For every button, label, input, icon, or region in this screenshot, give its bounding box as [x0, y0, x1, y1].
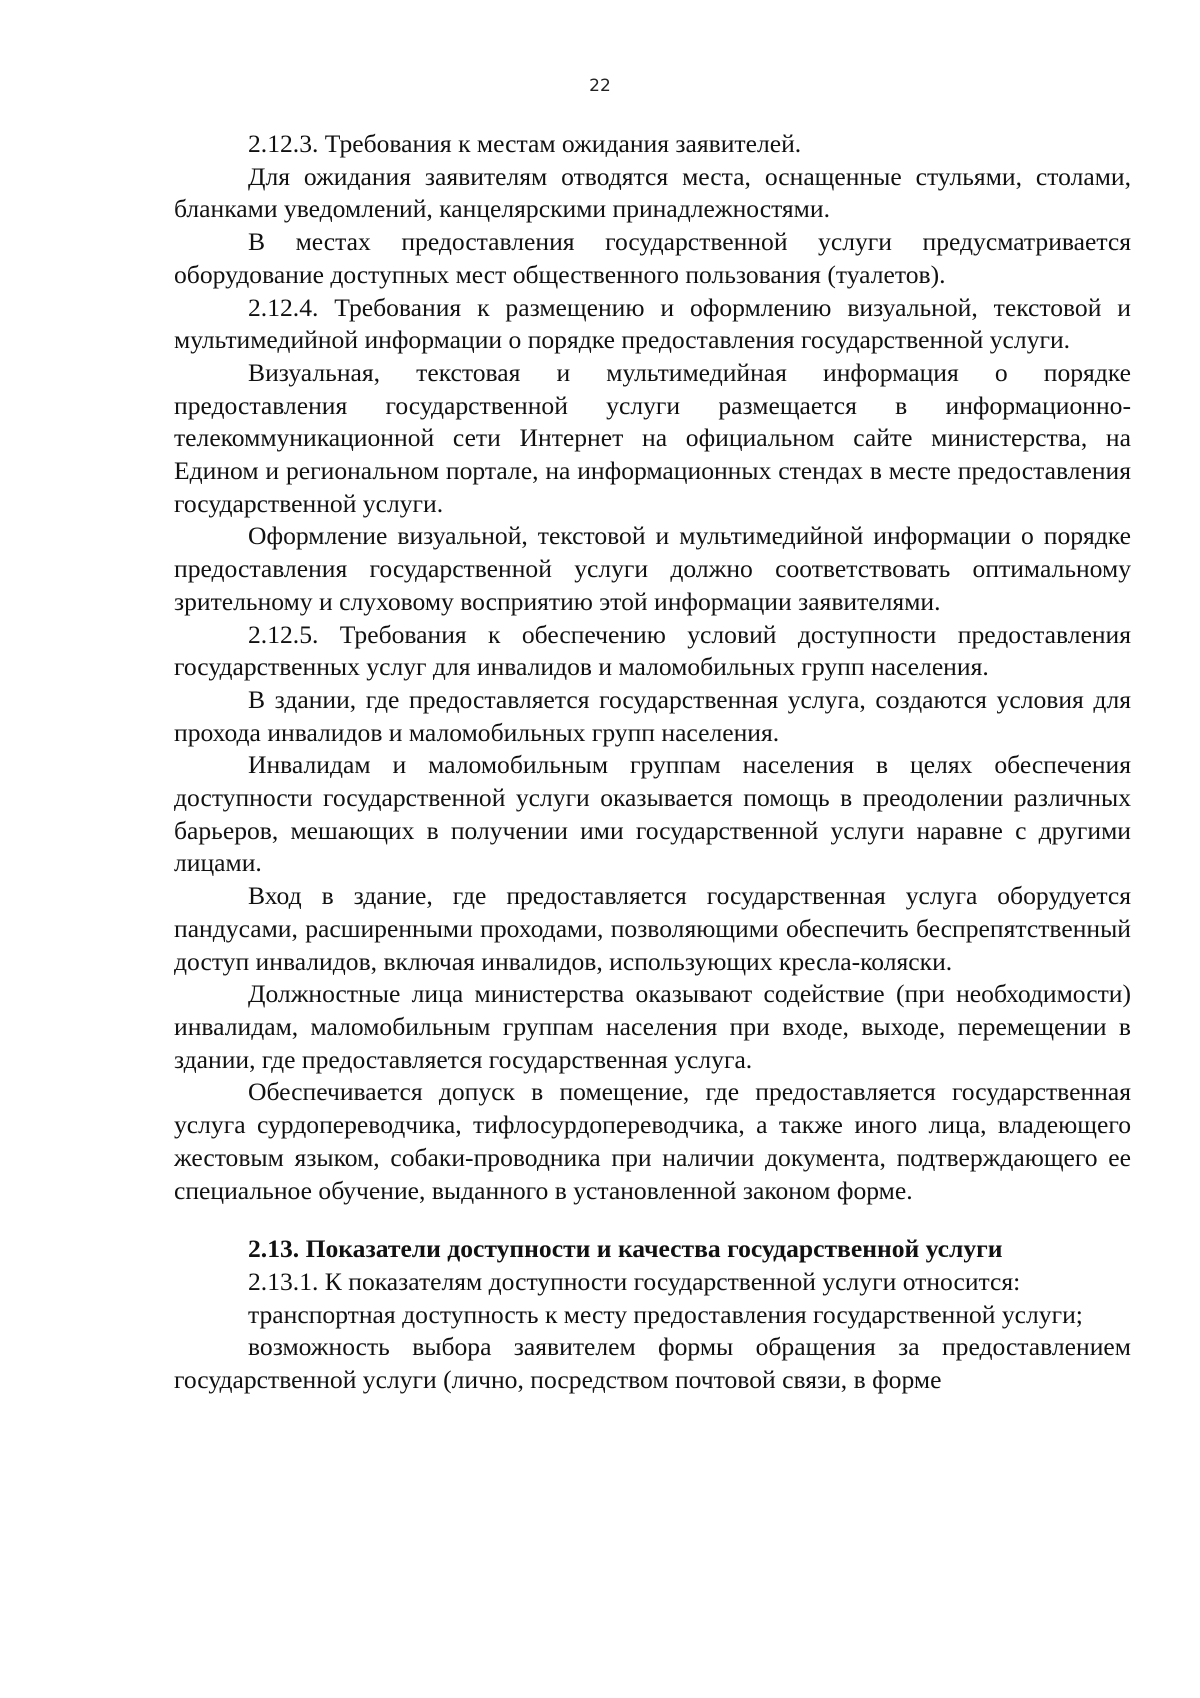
paragraph-choice-of-form: возможность выбора заявителем формы обращения за предоставлением государственной услуги (лично, посредством почтовой связи, в форме — [174, 1332, 1131, 1395]
document-body — [174, 128, 1131, 1397]
paragraph-toilets: В местах предоставления государственной услуги предусматривается оборудование доступных мест общественного пользования (туалетов). — [174, 227, 1131, 289]
paragraph-waiting-places: Для ожидания заявителям отводятся места, оснащенные стульями, столами, бланками уведомлений, канцелярскими принадлежностями. — [174, 161, 1131, 224]
paragraph-officials: Должностные лица министерства оказывают содействие (при необходимости) инвалидам, маломобильным группам населения при входе, выходе, перемещении в здании, где предоставляется государственная услуга. — [174, 979, 1131, 1074]
paragraph-entrance: Вход в здание, где предоставляется государственная услуга оборудуется пандусами, расширенными проходами, позволяющими обеспечить беспрепятственный доступ инвалидов, включая инвалидов, использующих кресла-коляски. — [174, 881, 1131, 976]
paragraph-2-12-5-title: 2.12.5. Требования к обеспечению условий доступности предоставления государственных услуг для инвалидов и маломобильных групп населения. — [174, 619, 1131, 682]
section-heading-2-13: 2.13. Показатели доступности и качества государственной услуги — [248, 1234, 1003, 1264]
paragraph-transport: транспортная доступность к месту предоставления государственной услуги; — [248, 1299, 1083, 1329]
paragraph-building-conditions: В здании, где предоставляется государственная услуга, создаются условия для прохода инвалидов и маломобильных групп населения. — [174, 684, 1131, 747]
paragraph-2-12-3-title: 2.12.3. Требования к местам ожидания заявителей. — [248, 129, 802, 158]
paragraph-2-12-4-title: 2.12.4. Требования к размещению и оформлению визуальной, текстовой и мультимедийной информации о порядке предоставления государственной услуги. — [174, 292, 1131, 355]
paragraph-assistance: Инвалидам и маломобильным группам населения в целях обеспечения доступности государственной услуги оказывается помощь в преодолении различных барьеров, мешающих в получении ими государственной услуги наравне с другими лицами. — [174, 750, 1131, 878]
paragraph-info-design: Оформление визуальной, текстовой и мультимедийной информации о порядке предоставления государственной услуги должно соответствовать оптимальному зрительному и слуховому восприятию этой информации заявителями. — [174, 521, 1131, 616]
paragraph-2-13-1: 2.13.1. К показателям доступности государственной услуги относится: — [248, 1266, 1021, 1296]
paragraph-info-placement: Визуальная, текстовая и мультимедийная информация о порядке предоставления государственной услуги размещается в информационно-телекоммуникационной сети Интернет на официальном сайте министерства, на Едином и региональном портале, на информационных стендах в месте предоставления государственной услуги. — [174, 357, 1131, 518]
paragraph-admission: Обеспечивается допуск в помещение, где предоставляется государственная услуга сурдопереводчика, тифлосурдопереводчика, а также иного лица, владеющего жестовым языком, собаки-проводника при наличии документа, подтверждающего ее специальное обучение, выданного в установленной законом форме. — [174, 1077, 1131, 1205]
page-number: 22 — [589, 76, 611, 96]
